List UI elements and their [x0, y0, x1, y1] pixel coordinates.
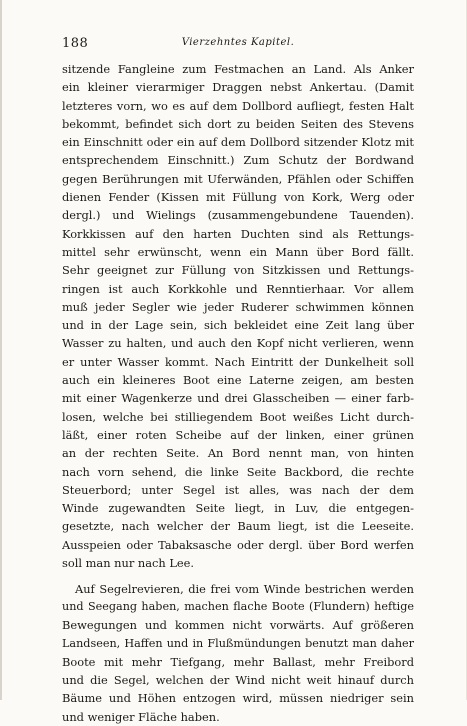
text-line: muß jeder Segler wie jeder Ruderer schwimmen können: [62, 299, 414, 314]
text-line: Sehr geeignet zur Füllung von Sitzkissen und Rettungs-: [62, 263, 414, 278]
text-line: letzteres vorn, wo es auf dem Dollbord aufliegt, festen Halt: [62, 98, 414, 113]
text-line: mit einer Wagenkerze und drei Glasscheiben — einer farb-: [62, 391, 414, 406]
text-line: soll man nur nach Lee.: [62, 556, 195, 571]
text-body: [62, 60, 414, 726]
text-line: an der rechten Seite. An Bord nennt man, von hinten: [62, 446, 414, 461]
text-line: ein Einschnitt oder ein auf dem Dollbord sitzender Klotz mit: [62, 135, 414, 150]
text-line: Bewegungen und kommen nicht vorwärts. Auf größeren: [62, 618, 414, 633]
text-line: sitzende Fangleine zum Festmachen an Land. Als Anker: [62, 62, 414, 76]
text-line: losen, welche bei stilliegendem Boot weißes Licht durch-: [62, 409, 414, 424]
paragraph: [62, 580, 414, 726]
text-line: ein kleiner vierarmiger Draggen nebst Ankertau. (Damit: [62, 80, 414, 95]
text-line: Winde zugewandten Seite liegt, in Luv, die entgegen-: [62, 501, 414, 516]
text-line: bekommt, befindet sich dort zu beiden Seiten des Stevens: [62, 116, 414, 131]
text-line: er unter Wasser kommt. Nach Eintritt der Dunkelheit soll: [62, 354, 414, 369]
text-line: Bäume und Höhen entzogen wird, müssen niedriger sein: [62, 691, 414, 706]
text-line: und die Segel, welchen der Wind nicht weit hinauf durch: [62, 673, 414, 688]
text-line: Wasser zu halten, und auch den Kopf nicht verlieren, wenn: [62, 336, 414, 351]
text-line: gegen Berührungen mit Uferwänden, Pfählen oder Schiffen: [62, 171, 414, 186]
text-line: Auf Segelrevieren, die frei vom Winde bestrichen werden: [75, 581, 414, 596]
text-line: nach vorn sehend, die linke Seite Backbord, die rechte: [62, 464, 414, 479]
text-line: dergl.) und Wielings (zusammengebundene Tauenden).: [62, 208, 414, 223]
text-line: und in der Lage sein, sich bekleidet eine Zeit lang über: [62, 318, 414, 333]
text-line: ringen ist auch Korkkohle und Renntierhaar. Vor allem: [62, 281, 414, 296]
text-line: Boote mit mehr Tiefgang, mehr Ballast, mehr Freibord: [62, 654, 414, 669]
text-line: Landseen, Haffen und in Flußmündungen benutzt man daher: [62, 636, 414, 650]
text-line: und Seegang haben, machen flache Boote (Flundern) heftige: [62, 600, 414, 613]
chapter-title: Vierzehntes Kapitel.: [181, 37, 295, 48]
paragraph: [62, 60, 414, 572]
text-line: Korkkissen auf den harten Duchten sind als Rettungs-: [62, 226, 414, 241]
text-line: auch ein kleineres Boot eine Laterne zeigen, am besten: [62, 373, 414, 388]
text-line: und weniger Fläche haben.: [62, 709, 220, 724]
text-line: Ausspeien oder Tabaksasche oder dergl. über Bord werfen: [62, 537, 414, 552]
page-number: 188: [62, 36, 89, 51]
text-line: dienen Fender (Kissen mit Füllung von Kork, Werg oder: [62, 190, 414, 205]
text-line: Steuerbord; unter Segel ist alles, was nach der dem: [62, 482, 414, 497]
text-line: entsprechendem Einschnitt.) Zum Schutz der Bordwand: [62, 153, 414, 168]
text-line: gesetzte, nach welcher der Baum liegt, ist die Leeseite.: [62, 519, 414, 534]
text-line: läßt, einer roten Scheibe auf der linken, einer grünen: [62, 427, 414, 442]
text-line: mittel sehr erwünscht, wenn ein Mann über Bord fällt.: [62, 244, 414, 259]
running-head: [62, 36, 414, 52]
